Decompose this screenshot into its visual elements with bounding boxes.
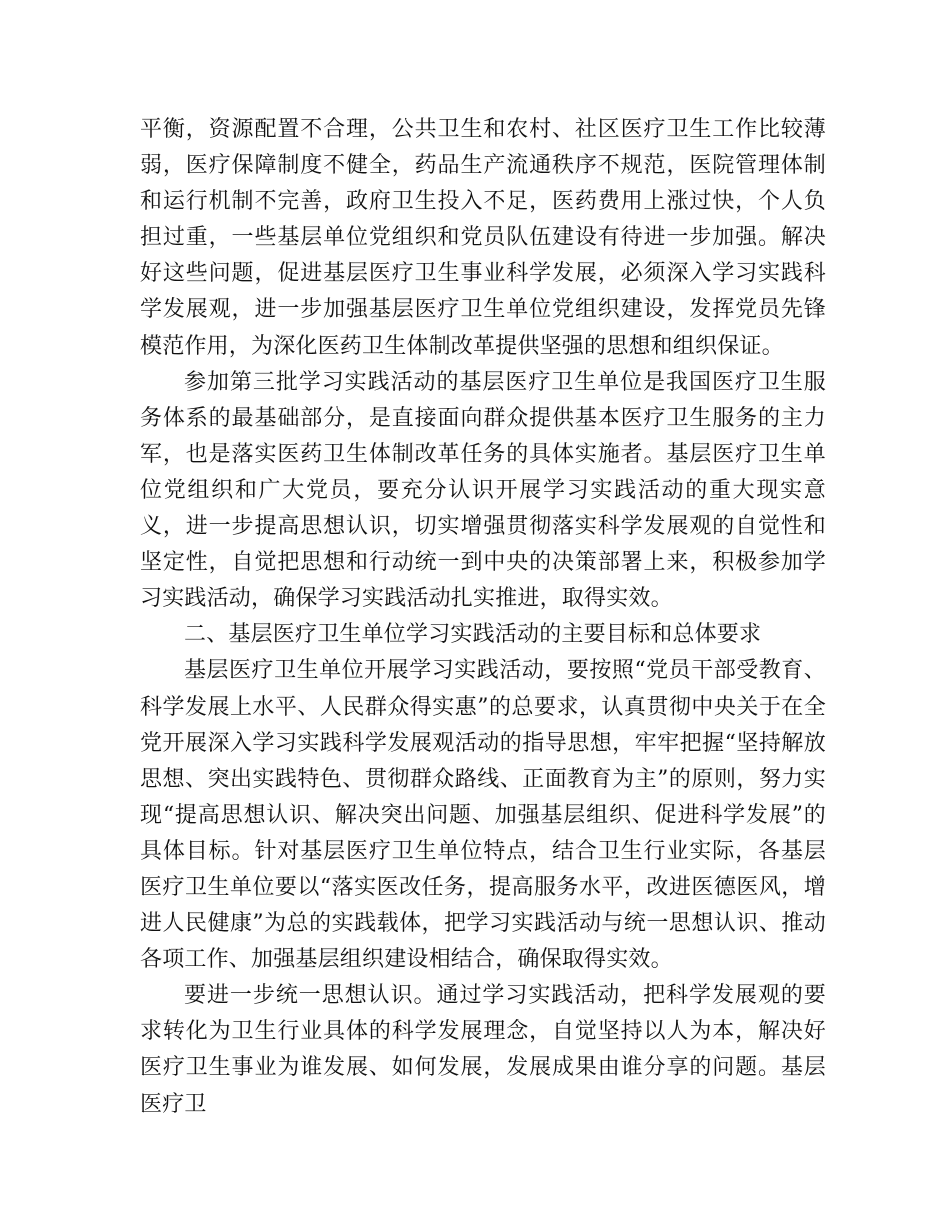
document-body	[140, 112, 826, 1123]
section-heading: 二、基层医疗卫生单位学习实践活动的主要目标和总体要求	[184, 622, 762, 648]
paragraph-2: 参加第三批学习实践活动的基层医疗卫生单位是我国医疗卫生服务体系的最基础部分，是直接面向群众提供基本医疗卫生服务的主力军，也是落实医药卫生体制改革任务的具体实施者。基层医疗卫生单位党组织和广大党员，要充分认识开展学习实践活动的重大现实意义，进一步提高思想认识，切实增强贯彻落实科学发展观的自觉性和坚定性，自觉把思想和行动统一到中央的决策部署上来，积极参加学习实践活动，确保学习实践活动扎实推进，取得实效。	[140, 369, 826, 612]
paragraph-1: 平衡，资源配置不合理，公共卫生和农村、社区医疗卫生工作比较薄弱，医疗保障制度不健全，药品生产流通秩序不规范，医院管理体制和运行机制不完善，政府卫生投入不足，医药费用上涨过快，个人负担过重，一些基层单位党组织和党员队伍建设有待进一步加强。解决好这些问题，促进基层医疗卫生事业科学发展，必须深入学习实践科学发展观，进一步加强基层医疗卫生单位党组织建设，发挥党员先锋模范作用，为深化医药卫生体制改革提供坚强的思想和组织保证。	[140, 117, 826, 359]
paragraph-3: 基层医疗卫生单位开展学习实践活动，要按照“党员干部受教育、科学发展上水平、人民群众得实惠”的总要求，认真贯彻中央关于在全党开展深入学习实践科学发展观活动的指导思想，牢牢把握“坚持解放思想、突出实践特色、贯彻群众路线、正面教育为主”的原则，努力实现“提高思想认识、解决突出问题、加强基层组织、促进科学发展”的具体目标。针对基层医疗卫生单位特点，结合卫生行业实际，各基层医疗卫生单位要以“落实医改任务，提高服务水平，改进医德医风，增进人民健康”为总的实践载体，把学习实践活动与统一思想认识、推动各项工作、加强基层组织建设相结合，确保取得实效。	[140, 658, 826, 973]
paragraph-4: 要进一步统一思想认识。通过学习实践活动，把科学发展观的要求转化为卫生行业具体的科学发展理念，自觉坚持以人为本，解决好医疗卫生事业为谁发展、如何发展，发展成果由谁分享的问题。基层医疗卫	[140, 983, 826, 1117]
